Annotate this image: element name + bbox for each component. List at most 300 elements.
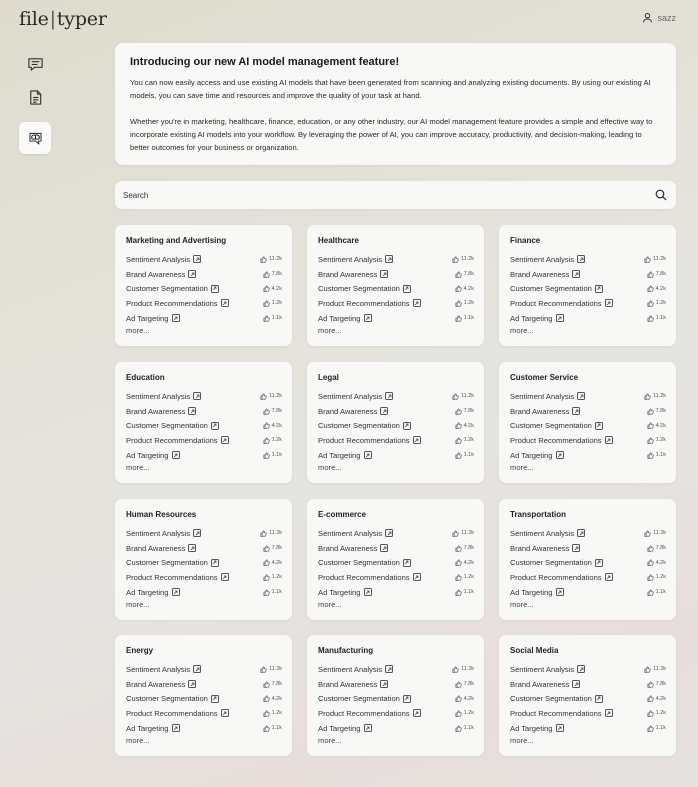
likes-count[interactable] <box>455 315 474 322</box>
external-link-icon[interactable] <box>605 436 613 444</box>
external-link-icon[interactable] <box>403 285 411 293</box>
likes-count[interactable] <box>455 559 474 566</box>
model-row[interactable] <box>318 526 474 541</box>
model-row[interactable] <box>126 311 282 326</box>
model-link[interactable] <box>318 558 411 567</box>
category-title: Transportation <box>510 510 567 519</box>
model-link[interactable] <box>510 392 585 401</box>
likes-count[interactable] <box>263 695 282 702</box>
model-link[interactable] <box>510 284 603 293</box>
likes-count[interactable] <box>263 422 282 429</box>
model-row[interactable] <box>126 555 282 570</box>
model-name: Brand Awareness <box>318 679 378 689</box>
likes-value: 1.1k <box>655 725 666 732</box>
external-link-icon[interactable] <box>221 573 229 581</box>
external-link-icon[interactable] <box>556 314 564 322</box>
model-link[interactable] <box>126 392 201 401</box>
external-link-icon[interactable] <box>572 270 580 278</box>
model-link[interactable] <box>318 724 372 733</box>
more-link[interactable]: more... <box>126 736 150 746</box>
model-link[interactable] <box>318 665 393 674</box>
model-row[interactable] <box>318 448 474 463</box>
model-link[interactable] <box>126 314 180 323</box>
external-link-icon[interactable] <box>556 451 564 459</box>
search-bar[interactable] <box>115 181 676 209</box>
likes-value: 7.8k <box>271 408 282 415</box>
model-link[interactable] <box>318 392 393 401</box>
thumbs-up-icon <box>263 300 270 307</box>
external-link-icon[interactable] <box>364 588 372 596</box>
likes-count[interactable] <box>647 589 666 596</box>
model-row[interactable] <box>126 389 282 404</box>
external-link-icon[interactable] <box>172 451 180 459</box>
app-logo[interactable] <box>19 8 107 30</box>
model-name: Product Recommendations <box>510 708 602 718</box>
model-row[interactable] <box>318 662 474 677</box>
model-row[interactable] <box>126 691 282 706</box>
external-link-icon[interactable] <box>385 529 393 537</box>
likes-value: 11.2k <box>460 393 474 400</box>
model-link[interactable] <box>510 694 603 703</box>
likes-count[interactable] <box>260 393 282 400</box>
more-link[interactable]: more... <box>126 463 150 473</box>
model-row[interactable] <box>126 706 282 721</box>
external-link-icon[interactable] <box>413 573 421 581</box>
model-row[interactable] <box>510 662 666 677</box>
category-card <box>307 225 484 346</box>
likes-value: 1.1k <box>271 315 282 322</box>
category-card <box>499 635 676 756</box>
likes-count[interactable] <box>263 559 282 566</box>
external-link-icon[interactable] <box>188 407 196 415</box>
likes-count[interactable] <box>455 271 474 278</box>
likes-count[interactable] <box>644 530 666 537</box>
model-link[interactable] <box>510 436 613 445</box>
likes-count[interactable] <box>263 574 282 581</box>
search-input[interactable] <box>123 191 623 200</box>
likes-count[interactable] <box>644 666 666 673</box>
model-row[interactable] <box>126 585 282 600</box>
model-row[interactable] <box>126 296 282 311</box>
external-link-icon[interactable] <box>385 665 393 673</box>
thumbs-up-icon <box>644 530 651 537</box>
likes-count[interactable] <box>263 681 282 688</box>
model-link[interactable] <box>510 299 613 308</box>
model-row[interactable] <box>510 252 666 267</box>
likes-count[interactable] <box>647 452 666 459</box>
external-link-icon[interactable] <box>193 255 201 263</box>
external-link-icon[interactable] <box>605 709 613 717</box>
external-link-icon[interactable] <box>556 588 564 596</box>
external-link-icon[interactable] <box>403 559 411 567</box>
likes-count[interactable] <box>455 710 474 717</box>
model-row[interactable] <box>126 418 282 433</box>
model-link[interactable] <box>126 421 219 430</box>
model-link[interactable] <box>318 284 411 293</box>
model-link[interactable] <box>510 314 564 323</box>
thumbs-up-icon <box>263 725 270 732</box>
model-link[interactable] <box>126 680 196 689</box>
external-link-icon[interactable] <box>605 299 613 307</box>
external-link-icon[interactable] <box>577 392 585 400</box>
likes-count[interactable] <box>647 285 666 292</box>
likes-count[interactable] <box>452 530 474 537</box>
likes-count[interactable] <box>452 256 474 263</box>
likes-count[interactable] <box>455 695 474 702</box>
external-link-icon[interactable] <box>364 451 372 459</box>
model-row[interactable] <box>510 448 666 463</box>
external-link-icon[interactable] <box>211 559 219 567</box>
model-row[interactable] <box>510 281 666 296</box>
likes-count[interactable] <box>263 408 282 415</box>
model-row[interactable] <box>510 721 666 736</box>
external-link-icon[interactable] <box>364 724 372 732</box>
likes-value: 11.2k <box>652 393 666 400</box>
model-row[interactable] <box>126 677 282 692</box>
likes-count[interactable] <box>647 559 666 566</box>
likes-count[interactable] <box>644 393 666 400</box>
likes-count[interactable] <box>647 545 666 552</box>
model-row[interactable] <box>126 448 282 463</box>
likes-count[interactable] <box>647 408 666 415</box>
model-row[interactable] <box>318 296 474 311</box>
external-link-icon[interactable] <box>577 529 585 537</box>
likes-count[interactable] <box>452 393 474 400</box>
sidebar-item-ai-models[interactable] <box>19 122 51 154</box>
likes-count[interactable] <box>263 271 282 278</box>
model-row[interactable] <box>126 433 282 448</box>
external-link-icon[interactable] <box>380 270 388 278</box>
model-row[interactable] <box>510 526 666 541</box>
external-link-icon[interactable] <box>413 436 421 444</box>
external-link-icon[interactable] <box>385 255 393 263</box>
model-row[interactable] <box>510 677 666 692</box>
external-link-icon[interactable] <box>595 422 603 430</box>
more-link[interactable]: more... <box>510 736 534 746</box>
model-link[interactable] <box>126 573 229 582</box>
thumbs-up-icon <box>647 695 654 702</box>
likes-value: 1.1k <box>463 315 474 322</box>
model-link[interactable] <box>126 299 229 308</box>
external-link-icon[interactable] <box>188 270 196 278</box>
external-link-icon[interactable] <box>193 665 201 673</box>
likes-count[interactable] <box>647 695 666 702</box>
external-link-icon[interactable] <box>172 588 180 596</box>
model-row[interactable] <box>126 281 282 296</box>
likes-count[interactable] <box>455 574 474 581</box>
likes-count[interactable] <box>455 681 474 688</box>
model-row[interactable] <box>318 721 474 736</box>
model-link[interactable] <box>318 529 393 538</box>
model-link[interactable] <box>318 694 411 703</box>
external-link-icon[interactable] <box>577 255 585 263</box>
likes-count[interactable] <box>647 574 666 581</box>
likes-count[interactable] <box>455 725 474 732</box>
logo-text-file: file <box>19 8 49 30</box>
model-link[interactable] <box>126 451 180 460</box>
model-row[interactable] <box>318 267 474 282</box>
thumbs-up-icon <box>455 437 462 444</box>
external-link-icon[interactable] <box>364 314 372 322</box>
thumbs-up-icon <box>647 545 654 552</box>
more-link[interactable]: more... <box>126 600 150 610</box>
likes-count[interactable] <box>455 452 474 459</box>
model-link[interactable] <box>126 544 196 553</box>
external-link-icon[interactable] <box>595 285 603 293</box>
likes-value: 11.2k <box>268 530 282 537</box>
model-link[interactable] <box>510 421 603 430</box>
model-link[interactable] <box>510 709 613 718</box>
external-link-icon[interactable] <box>221 709 229 717</box>
model-link[interactable] <box>318 421 411 430</box>
thumbs-up-icon <box>455 315 462 322</box>
intro-title: Introducing our new AI model management feature! <box>130 56 400 68</box>
likes-count[interactable] <box>260 256 282 263</box>
model-row[interactable] <box>318 418 474 433</box>
model-row[interactable] <box>510 389 666 404</box>
model-link[interactable] <box>126 558 219 567</box>
likes-count[interactable] <box>263 725 282 732</box>
model-link[interactable] <box>510 255 585 264</box>
likes-count[interactable] <box>455 300 474 307</box>
external-link-icon[interactable] <box>172 724 180 732</box>
model-link[interactable] <box>510 529 585 538</box>
search-icon[interactable] <box>655 189 667 201</box>
thumbs-up-icon <box>647 271 654 278</box>
external-link-icon[interactable] <box>193 529 201 537</box>
model-row[interactable] <box>126 570 282 585</box>
likes-count[interactable] <box>647 681 666 688</box>
more-link[interactable]: more... <box>510 326 534 336</box>
model-row[interactable] <box>510 433 666 448</box>
model-row[interactable] <box>318 677 474 692</box>
model-link[interactable] <box>510 407 580 416</box>
external-link-icon[interactable] <box>595 559 603 567</box>
likes-count[interactable] <box>455 408 474 415</box>
likes-count[interactable] <box>452 666 474 673</box>
model-row[interactable] <box>510 585 666 600</box>
likes-count[interactable] <box>647 725 666 732</box>
more-link[interactable]: more... <box>318 326 342 336</box>
model-name: Customer Segmentation <box>126 421 208 431</box>
more-link[interactable]: more... <box>510 600 534 610</box>
model-row[interactable] <box>318 433 474 448</box>
model-name: Product Recommendations <box>510 435 602 445</box>
model-name: Brand Awareness <box>510 406 570 416</box>
likes-count[interactable] <box>263 710 282 717</box>
model-link[interactable] <box>318 436 421 445</box>
likes-count[interactable] <box>647 437 666 444</box>
likes-count[interactable] <box>263 545 282 552</box>
more-link[interactable]: more... <box>126 326 150 336</box>
thumbs-up-icon <box>263 271 270 278</box>
model-row[interactable] <box>126 541 282 556</box>
external-link-icon[interactable] <box>221 299 229 307</box>
model-row[interactable] <box>510 706 666 721</box>
model-link[interactable] <box>318 544 388 553</box>
model-link[interactable] <box>318 314 372 323</box>
external-link-icon[interactable] <box>172 314 180 322</box>
model-link[interactable] <box>318 680 388 689</box>
likes-value: 1.2k <box>271 300 282 307</box>
model-row[interactable] <box>318 585 474 600</box>
model-link[interactable] <box>126 529 201 538</box>
external-link-icon[interactable] <box>605 573 613 581</box>
external-link-icon[interactable] <box>413 299 421 307</box>
likes-count[interactable] <box>647 300 666 307</box>
model-row[interactable] <box>510 311 666 326</box>
likes-count[interactable] <box>455 285 474 292</box>
external-link-icon[interactable] <box>572 407 580 415</box>
likes-count[interactable] <box>455 589 474 596</box>
model-row[interactable] <box>510 418 666 433</box>
model-row[interactable] <box>126 721 282 736</box>
model-link[interactable] <box>510 451 564 460</box>
more-link[interactable]: more... <box>318 736 342 746</box>
model-name: Customer Segmentation <box>510 284 592 294</box>
model-link[interactable] <box>126 407 196 416</box>
likes-value: 4.2k <box>655 422 666 429</box>
likes-count[interactable] <box>647 710 666 717</box>
more-link[interactable]: more... <box>510 463 534 473</box>
model-link[interactable] <box>126 270 196 279</box>
external-link-icon[interactable] <box>403 695 411 703</box>
model-link[interactable] <box>318 270 388 279</box>
model-row[interactable] <box>126 267 282 282</box>
model-row[interactable] <box>318 252 474 267</box>
model-link[interactable] <box>318 573 421 582</box>
model-link[interactable] <box>510 544 580 553</box>
likes-count[interactable] <box>647 422 666 429</box>
model-row[interactable] <box>318 389 474 404</box>
thumbs-up-icon <box>455 589 462 596</box>
document-icon <box>27 89 44 106</box>
model-link[interactable] <box>318 299 421 308</box>
model-link[interactable] <box>126 709 229 718</box>
model-link[interactable] <box>510 573 613 582</box>
external-link-icon[interactable] <box>211 285 219 293</box>
external-link-icon[interactable] <box>193 392 201 400</box>
more-link[interactable]: more... <box>318 463 342 473</box>
external-link-icon[interactable] <box>380 680 388 688</box>
model-link[interactable] <box>126 665 201 674</box>
external-link-icon[interactable] <box>572 680 580 688</box>
model-link[interactable] <box>318 451 372 460</box>
external-link-icon[interactable] <box>403 422 411 430</box>
model-link[interactable] <box>126 694 219 703</box>
external-link-icon[interactable] <box>221 436 229 444</box>
likes-count[interactable] <box>263 589 282 596</box>
model-link[interactable] <box>126 724 180 733</box>
model-link[interactable] <box>318 709 421 718</box>
likes-count[interactable] <box>647 315 666 322</box>
external-link-icon[interactable] <box>380 407 388 415</box>
model-row[interactable] <box>126 404 282 419</box>
likes-value: 1.2k <box>463 710 474 717</box>
likes-count[interactable] <box>455 545 474 552</box>
external-link-icon[interactable] <box>413 709 421 717</box>
model-link[interactable] <box>318 407 388 416</box>
likes-count[interactable] <box>263 315 282 322</box>
model-row[interactable] <box>510 570 666 585</box>
external-link-icon[interactable] <box>211 422 219 430</box>
model-link[interactable] <box>318 255 393 264</box>
model-row[interactable] <box>510 541 666 556</box>
model-link[interactable] <box>510 270 580 279</box>
model-row[interactable] <box>318 691 474 706</box>
likes-value: 1.2k <box>463 437 474 444</box>
model-row[interactable] <box>318 311 474 326</box>
model-link[interactable] <box>126 255 201 264</box>
external-link-icon[interactable] <box>572 544 580 552</box>
model-row[interactable] <box>126 662 282 677</box>
likes-count[interactable] <box>263 285 282 292</box>
likes-count[interactable] <box>455 422 474 429</box>
model-row[interactable] <box>318 281 474 296</box>
likes-count[interactable] <box>644 256 666 263</box>
model-row[interactable] <box>510 691 666 706</box>
sidebar-item-chat[interactable] <box>19 48 51 80</box>
model-link[interactable] <box>126 436 229 445</box>
external-link-icon[interactable] <box>577 665 585 673</box>
likes-count[interactable] <box>263 437 282 444</box>
likes-count[interactable] <box>263 452 282 459</box>
model-row[interactable] <box>318 570 474 585</box>
more-link[interactable]: more... <box>318 600 342 610</box>
external-link-icon[interactable] <box>595 695 603 703</box>
model-row[interactable] <box>126 252 282 267</box>
external-link-icon[interactable] <box>188 680 196 688</box>
model-link[interactable] <box>318 588 372 597</box>
likes-value: 1.1k <box>655 315 666 322</box>
model-row[interactable] <box>126 526 282 541</box>
category-title: Energy <box>126 646 154 655</box>
model-row[interactable] <box>318 555 474 570</box>
logo-text-typer: typer <box>56 8 107 30</box>
model-link[interactable] <box>510 724 564 733</box>
likes-value: 7.8k <box>271 545 282 552</box>
external-link-icon[interactable] <box>188 544 196 552</box>
model-row[interactable] <box>318 404 474 419</box>
model-row[interactable] <box>510 555 666 570</box>
model-row[interactable] <box>318 706 474 721</box>
external-link-icon[interactable] <box>211 695 219 703</box>
likes-count[interactable] <box>260 666 282 673</box>
model-row[interactable] <box>318 541 474 556</box>
likes-count[interactable] <box>263 300 282 307</box>
thumbs-up-icon <box>647 315 654 322</box>
likes-value: 1.1k <box>463 452 474 459</box>
model-row[interactable] <box>510 267 666 282</box>
model-link[interactable] <box>510 558 603 567</box>
model-link[interactable] <box>510 588 564 597</box>
likes-count[interactable] <box>455 437 474 444</box>
model-link[interactable] <box>510 665 585 674</box>
sidebar-item-documents[interactable] <box>19 81 51 113</box>
likes-count[interactable] <box>260 530 282 537</box>
model-row[interactable] <box>510 296 666 311</box>
model-link[interactable] <box>126 284 219 293</box>
user-menu[interactable] <box>642 12 676 23</box>
likes-count[interactable] <box>647 271 666 278</box>
category-card <box>115 225 292 346</box>
model-row[interactable] <box>510 404 666 419</box>
external-link-icon[interactable] <box>556 724 564 732</box>
external-link-icon[interactable] <box>380 544 388 552</box>
model-link[interactable] <box>126 588 180 597</box>
external-link-icon[interactable] <box>385 392 393 400</box>
model-link[interactable] <box>510 680 580 689</box>
